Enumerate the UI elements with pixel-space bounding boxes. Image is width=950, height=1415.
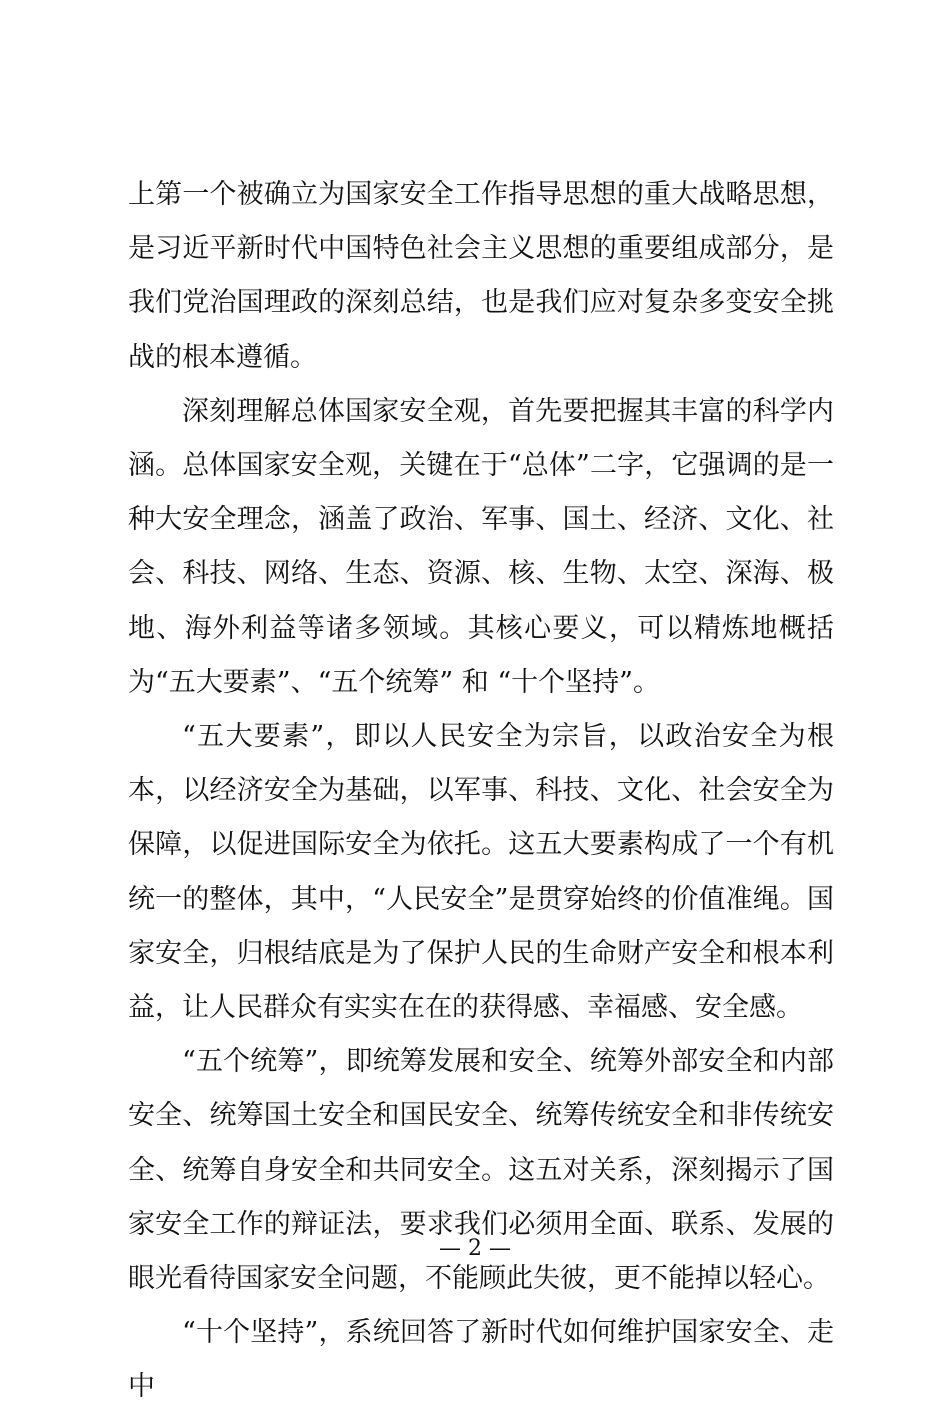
paragraph-five-coordinations: “五个统筹”，即统筹发展和安全、统筹外部安全和内部安全、统筹国土安全和国民安全、统筹传统安全和非传统安全、统筹自身安全和共同安全。这五对关系，深刻揭示了国家安全工作的辩证法，要求我们必须用全面、联系、发展的眼光看待国家安全问题，不能顾此失彼，更不能掉以轻心。 [128,1046,834,1295]
body-text [128,168,834,1415]
paragraph-continuation: 上第一个被确立为国家安全工作指导思想的重大战略思想，是习近平新时代中国特色社会主义思想的重要组成部分，是我们党治国理政的深刻总结，也是我们应对复杂多变安全挑战的根本遵循。 [128,179,834,373]
paragraph-five-elements: “五大要素”，即以人民安全为宗旨，以政治安全为根本，以经济安全为基础，以军事、科技、文化、社会安全为保障，以促进国际安全为依托。这五大要素构成了一个有机统一的整体，其中，“人民安全”是贯穿始终的价值准绳。国家安全，归根结底是为了保护人民的生命财产安全和根本利益，让人民群众有实实在在的获得感、幸福感、安全感。 [128,721,834,1024]
page-number: — 2 — [439,1236,511,1261]
paragraph-connotation: 深刻理解总体国家安全观，首先要把握其丰富的科学内涵。总体国家安全观，关键在于“总体”二字，它强调的是一种大安全理念，涵盖了政治、军事、国土、经济、文化、社会、科技、网络、生态、资源、核、生物、太空、深海、极地、海外利益等诸多领域。其核心要义，可以精炼地概括为“五大要素”、“五个统筹” 和 “十个坚持”。 [128,395,834,698]
paragraph-ten-adherences: “十个坚持”，系统回答了新时代如何维护国家安全、走中 [128,1317,834,1403]
